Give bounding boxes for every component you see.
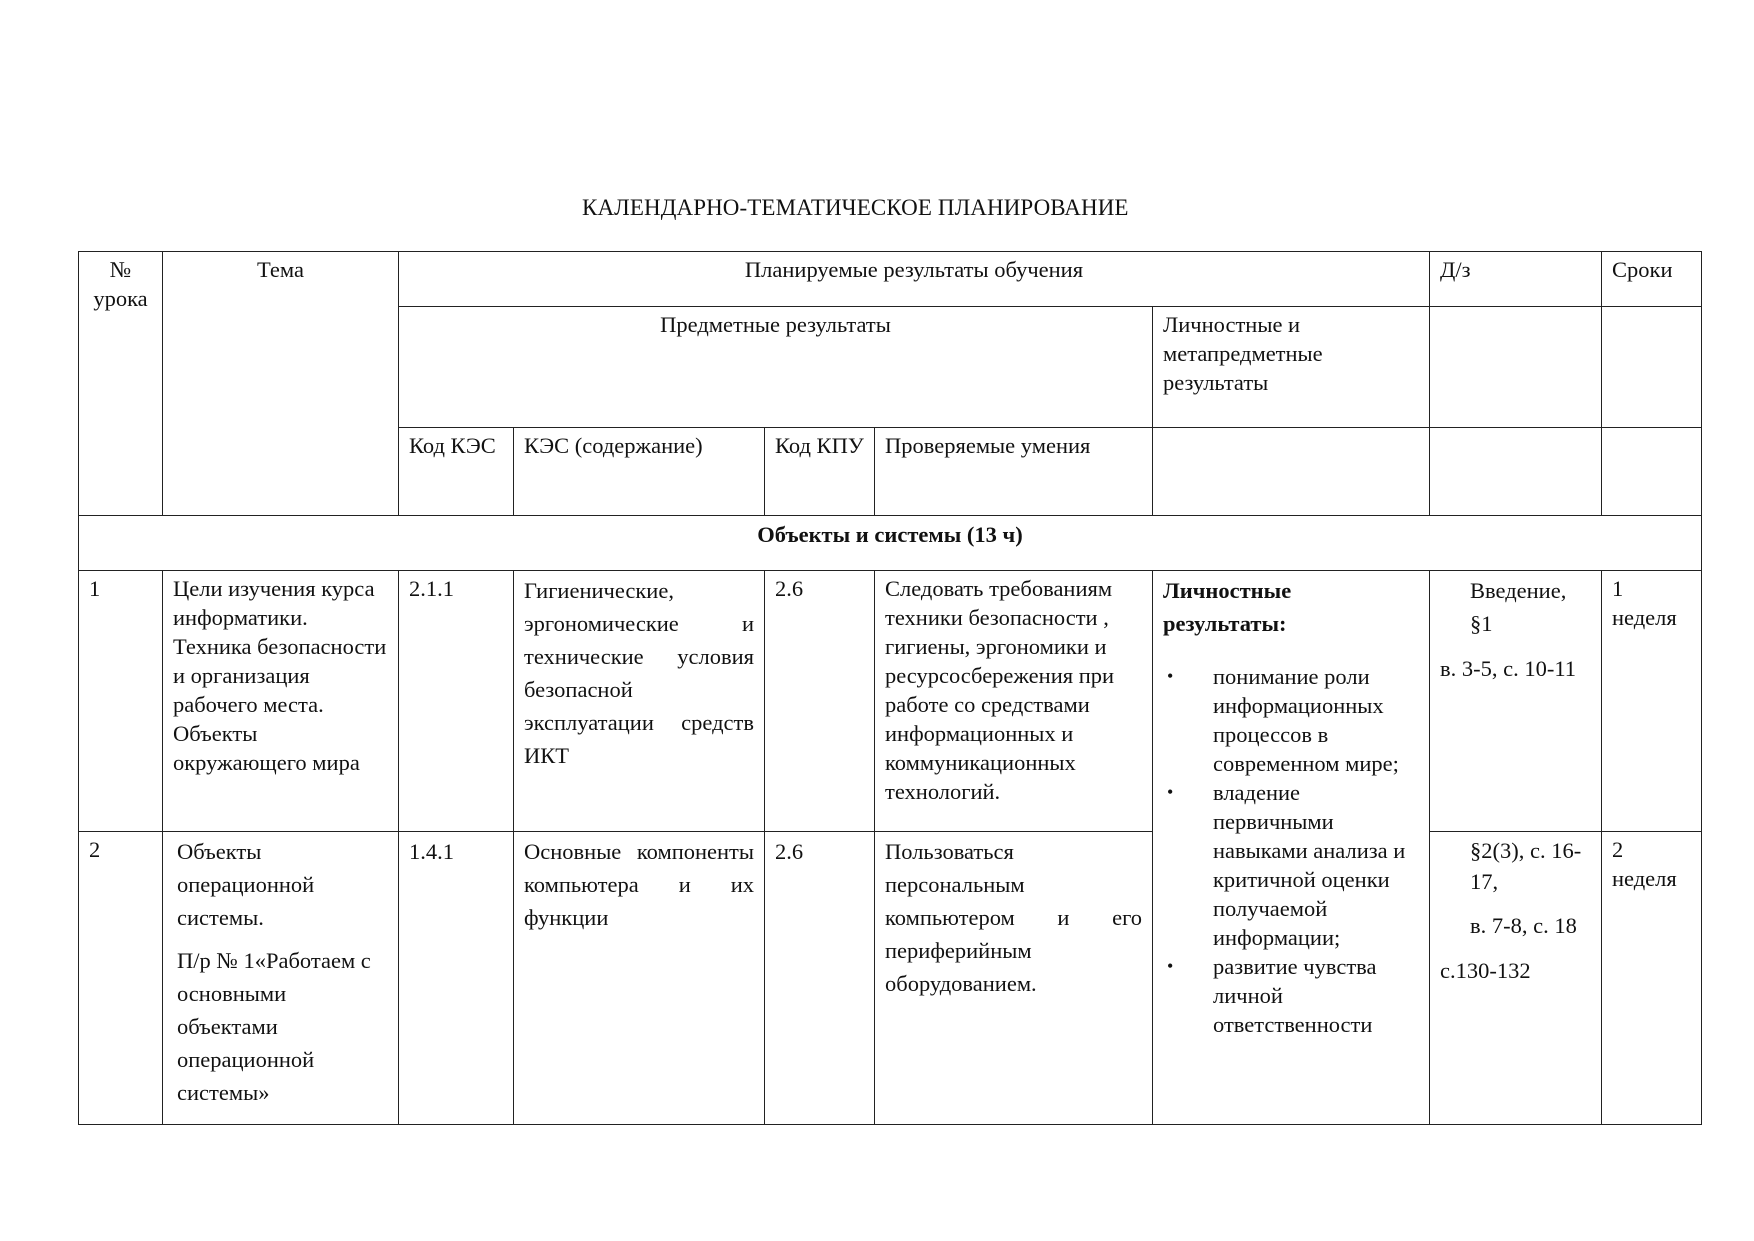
checked-skills: Пользоваться персональным компьютером и его периферийным оборудованием. [875, 832, 1153, 1125]
header-kes-code: Код КЭС [399, 428, 514, 516]
header-topic: Тема [163, 252, 399, 516]
header-empty-personal [1153, 428, 1430, 516]
list-item: • владение первичными навыками анализа и критичной оценки получаемой информации; [1213, 778, 1419, 952]
homework-line: в. 3-5, с. 10-11 [1440, 656, 1577, 681]
table-row [79, 832, 1702, 1125]
kes-content: Гигиенические, эргономические и технические условия безопасной эксплуатации средств ИКТ [514, 571, 765, 832]
header-dates: Сроки [1602, 252, 1702, 307]
header-empty-dates [1602, 307, 1702, 428]
header-kpu-code: Код КПУ [765, 428, 875, 516]
lesson-dates: 1 неделя [1602, 571, 1702, 832]
header-personal-results: Личностные и метапредметные результаты [1153, 307, 1430, 428]
checked-skills: Следовать требованиям техники безопасности , гигиены, эргономики и ресурсосбережения при работе со средствами информационных и коммуникационных технологий. [875, 571, 1153, 832]
homework-line: в. 7-8, с. 18 [1470, 913, 1577, 938]
planning-table [78, 251, 1702, 1125]
list-item: • понимание роли информационных процессов в современном мире; [1213, 662, 1419, 778]
header-empty-hw [1430, 307, 1602, 428]
homework-line: с.130-132 [1440, 958, 1531, 983]
kes-code: 1.4.1 [399, 832, 514, 1125]
kes-code: 2.1.1 [399, 571, 514, 832]
personal-results-list [1163, 662, 1419, 1039]
homework-cell [1430, 571, 1602, 832]
homework-cell [1430, 832, 1602, 1125]
lesson-topic: Объекты операционной системы. [177, 839, 315, 930]
lesson-number: 1 [79, 571, 163, 832]
header-planned-results: Планируемые результаты обучения [399, 252, 1430, 307]
document-title: КАЛЕНДАРНО-ТЕМАТИЧЕСКОЕ ПЛАНИРОВАНИЕ [582, 195, 1129, 220]
header-homework: Д/з [1430, 252, 1602, 307]
lesson-topic: Цели изучения курса информатики. Техника безопасности и организация рабочего места. Объекты окружающего мира [163, 571, 399, 832]
header-row-1 [79, 252, 1702, 307]
header-lesson-number: № урока [79, 252, 163, 516]
personal-results-cell [1153, 571, 1430, 1125]
lesson-number: 2 [79, 832, 163, 1125]
table-row [79, 571, 1702, 832]
header-skills: Проверяемые умения [875, 428, 1153, 516]
header-empty-dates-2 [1602, 428, 1702, 516]
kpu-code: 2.6 [765, 832, 875, 1125]
homework-line: §2(3), с. 16-17, [1470, 838, 1582, 894]
section-row [79, 516, 1702, 571]
homework-line: Введение, §1 [1470, 578, 1567, 636]
list-item: • развитие чувства личной ответственности [1213, 952, 1419, 1039]
personal-results-heading: Личностные результаты: [1163, 578, 1292, 636]
section-title: Объекты и системы (13 ч) [79, 516, 1702, 571]
lesson-topic-cell [163, 832, 399, 1125]
kes-content: Основные компоненты компьютера и их функции [514, 832, 765, 1125]
lesson-dates: 2 неделя [1602, 832, 1702, 1125]
header-kes-content: КЭС (содержание) [514, 428, 765, 516]
kpu-code: 2.6 [765, 571, 875, 832]
header-empty-hw-2 [1430, 428, 1602, 516]
practical-work: П/р № 1«Работаем с основными объектами операционной системы» [177, 948, 371, 1105]
header-subject-results: Предметные результаты [399, 307, 1153, 428]
